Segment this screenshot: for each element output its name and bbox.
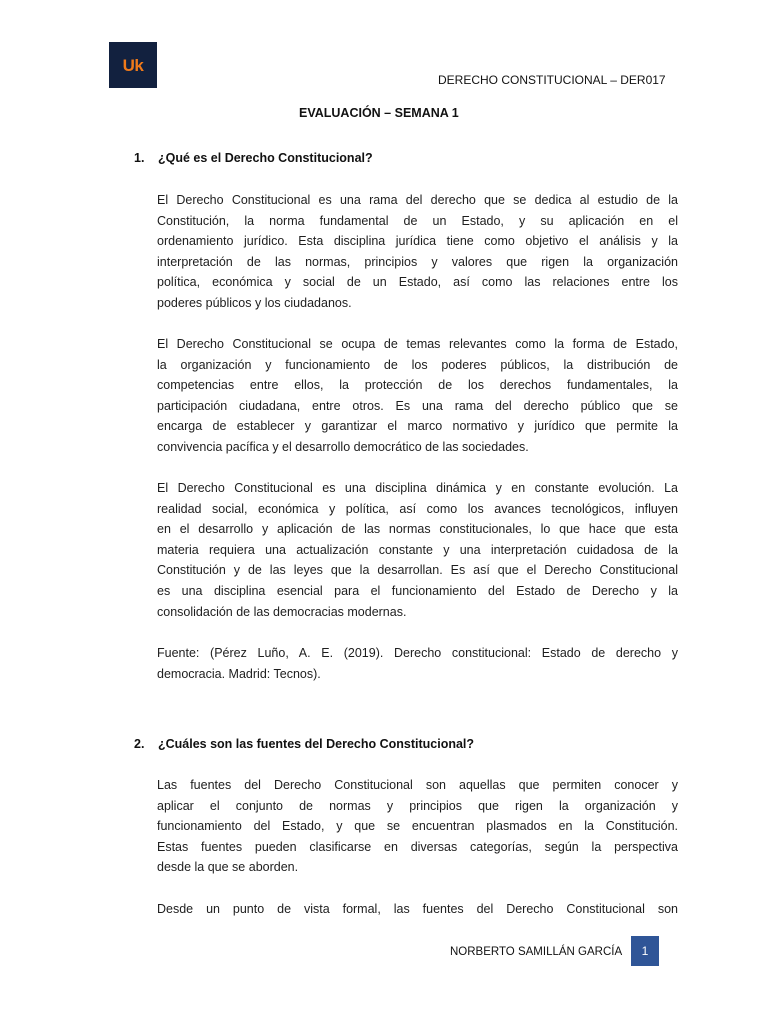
text-line: Desde un punto de vista formal, las fuentes del Derecho Constitucional son bbox=[157, 902, 678, 916]
text-line: convivencia pacífica y el desarrollo democrático de las sociedades. bbox=[157, 439, 529, 454]
text-line: El Derecho Constitucional es una rama del derecho que se dedica al estudio de la bbox=[157, 193, 678, 207]
source-citation bbox=[157, 643, 678, 684]
question-title: ¿Qué es el Derecho Constitucional? bbox=[158, 151, 373, 165]
page-number-badge bbox=[631, 936, 659, 966]
text-line: competencias entre ellos, la protección de los derechos fundamentales, la bbox=[157, 378, 678, 393]
paragraph bbox=[157, 775, 678, 878]
text-line: materia requiera una actualización constante y una interpretación cuidadosa de la bbox=[157, 542, 678, 557]
text-line: El Derecho Constitucional es una disciplina dinámica y en constante evolución. La bbox=[157, 481, 678, 495]
text-line: encarga de establecer y garantizar el marco normativo y jurídico que permite la bbox=[157, 419, 678, 434]
logo-text: Uk bbox=[122, 55, 144, 75]
question-number: 2. bbox=[134, 737, 145, 751]
page-number: 1 bbox=[641, 944, 649, 958]
text-line: realidad social, económica y política, así como los avances tecnológicos, influyen bbox=[157, 501, 678, 516]
text-line: ordenamiento jurídico. Esta disciplina jurídica tiene como objetivo el análisis y la bbox=[157, 234, 678, 249]
question-1-heading bbox=[134, 151, 373, 165]
text-line: es una disciplina esencial para el funcionamiento del Estado de Derecho y la bbox=[157, 583, 678, 598]
paragraph bbox=[157, 334, 678, 458]
text-line: aplicar el conjunto de normas y principios que rigen la organización y bbox=[157, 798, 678, 813]
text-line: consolidación de las democracias modernas. bbox=[157, 604, 407, 619]
text-line: democracia. Madrid: Tecnos). bbox=[157, 666, 321, 681]
text-line: Fuente: (Pérez Luño, A. E. (2019). Derecho constitucional: Estado de derecho y bbox=[157, 646, 678, 660]
paragraph bbox=[157, 190, 678, 314]
text-line: en el desarrollo y aplicación de las normas constitucionales, lo que hace que esta bbox=[157, 522, 678, 537]
text-line: poderes públicos y los ciudadanos. bbox=[157, 295, 352, 310]
text-line: El Derecho Constitucional se ocupa de temas relevantes como la forma de Estado, bbox=[157, 337, 678, 351]
text-line: Constitución, la norma fundamental de un Estado, y su aplicación en el bbox=[157, 213, 678, 228]
footer-author: NORBERTO SAMILLÁN GARCÍA bbox=[450, 946, 623, 958]
evaluation-title: EVALUACIÓN – SEMANA 1 bbox=[299, 106, 459, 120]
university-logo bbox=[109, 42, 157, 88]
question-2-heading bbox=[134, 737, 474, 751]
question-number: 1. bbox=[134, 151, 145, 165]
paragraph bbox=[157, 899, 678, 920]
text-line: la organización y funcionamiento de los poderes públicos, la distribución de bbox=[157, 357, 678, 372]
text-line: Estas fuentes pueden clasificarse en diversas categorías, según la perspectiva bbox=[157, 839, 678, 854]
text-line: participación ciudadana, entre otros. Es una rama del derecho público que se bbox=[157, 398, 678, 413]
text-line: funcionamiento del Estado, y que se encuentran plasmados en la Constitución. bbox=[157, 819, 678, 834]
text-line: interpretación de las normas, principios y valores que rigen la organización bbox=[157, 254, 678, 269]
question-title: ¿Cuáles son las fuentes del Derecho Constitucional? bbox=[158, 737, 475, 751]
paragraph bbox=[157, 478, 678, 622]
text-line: desde la que se aborden. bbox=[157, 860, 299, 875]
text-line: política, económica y social de un Estado, así como las relaciones entre los bbox=[157, 275, 678, 290]
text-line: Constitución y de las leyes que la desarrollan. Es así que el Derecho Constitucional bbox=[157, 563, 678, 578]
course-header: DERECHO CONSTITUCIONAL – DER017 bbox=[438, 73, 666, 87]
text-line: Las fuentes del Derecho Constitucional son aquellas que permiten conocer y bbox=[157, 778, 678, 792]
